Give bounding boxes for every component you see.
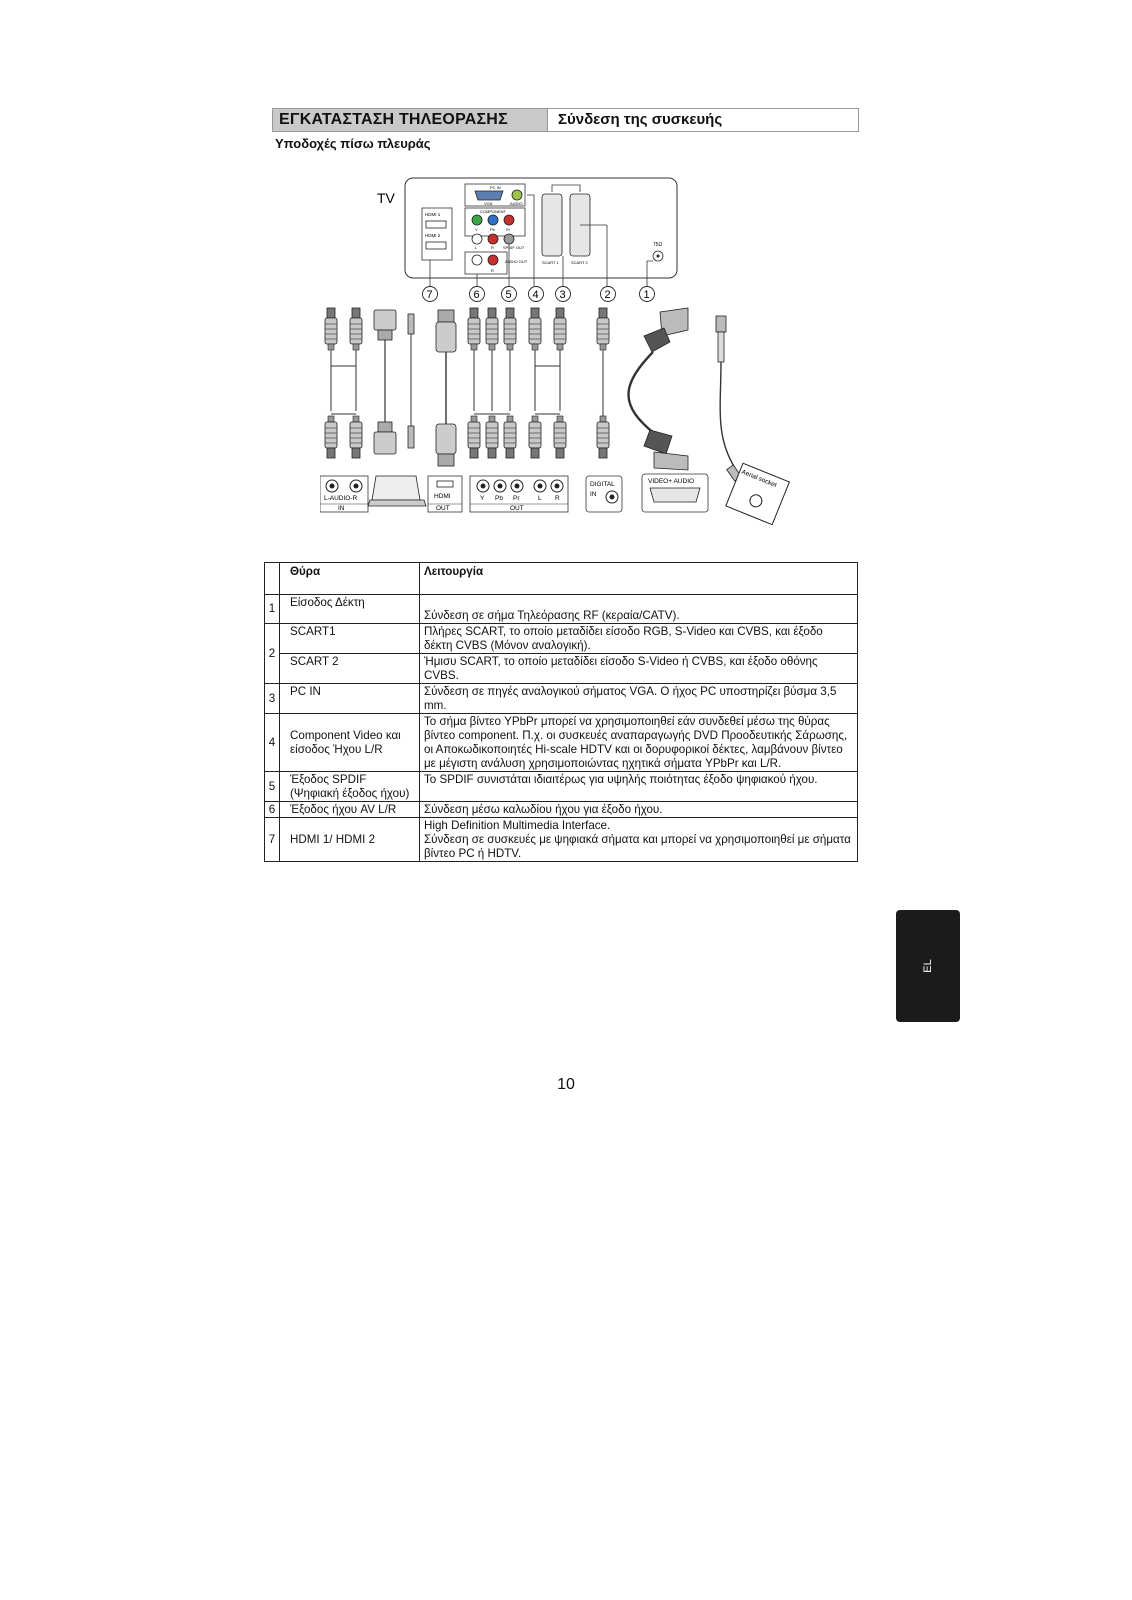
row-number: 2: [265, 624, 280, 684]
table-header-row: [265, 563, 858, 595]
table-row: [265, 684, 858, 714]
row-port: HDMI 1/ HDMI 2: [280, 818, 420, 862]
row-number: 7: [265, 818, 280, 862]
audio-out-block: [465, 252, 507, 274]
section-header: [272, 108, 859, 132]
video-audio-label: VIDEO+ AUDIO: [648, 478, 695, 485]
callout-5: [502, 287, 517, 302]
laptop-icon: [368, 476, 426, 506]
scart1-label: SCART 1: [542, 260, 559, 265]
dev-pr-label: Pr: [513, 495, 520, 502]
row-port: Έξοδος SPDIF (Ψηφιακή έξοδος ήχου): [280, 772, 420, 802]
audio-out-r-port: [488, 255, 498, 265]
dev-pb-label: Pb: [495, 495, 503, 502]
vga-label: VGA: [484, 201, 493, 206]
table-row: [265, 772, 858, 802]
spdif-port: [504, 234, 514, 244]
callout-4: [529, 287, 544, 302]
row-function: Το σήμα βίντεο YPbPr μπορεί να χρησιμοποιηθεί εάν συνδεθεί μέσω της θύρας βίντεο component. Π.χ. οι συσκευές αναπαραγωγής DVD Προοδευτικής Σάρωσης, οι Αποκωδικοποιητές Hi-scale HDTV και οι δορυφορικοί δέκτες, λαμβάνουν βίντεο με μέγιστη ανάλυση χρησιμοποιώντας ηχητικά σήματα YPbPr και L/R.: [420, 714, 858, 772]
header-function: Λειτουργία: [420, 563, 858, 595]
dev-l-label: L: [538, 495, 542, 502]
component-out-label: OUT: [510, 505, 524, 512]
row-number: 5: [265, 772, 280, 802]
row-number: 4: [265, 714, 280, 772]
callout-1: [640, 287, 655, 302]
table-row: [265, 818, 858, 862]
callout-7: [423, 287, 438, 302]
hdmi1-label: HDMI 1: [425, 212, 441, 217]
audio-r-port: [488, 234, 498, 244]
svg-text:3: 3: [559, 289, 566, 301]
subheading: Υποδοχές πίσω πλευράς: [275, 136, 431, 151]
spdif-label: SPDIF OUT: [503, 245, 525, 250]
table-row: [265, 654, 858, 684]
tv-back-panel: [377, 178, 677, 278]
dev-y-label: Y: [480, 495, 485, 502]
row-port: SCART1: [280, 624, 420, 654]
svg-text:1: 1: [643, 289, 650, 301]
row-function: Το SPDIF συνιστάται ιδιαιτέρως για υψηλής ποιότητας έξοδο ψηφιακού ήχου.: [420, 772, 858, 802]
svg-text:7: 7: [426, 289, 433, 301]
row-number: 3: [265, 684, 280, 714]
table-row: [265, 624, 858, 654]
hdmi1-port: [426, 221, 446, 228]
digital-label: DIGITAL: [590, 481, 615, 488]
rf-label: 75Ω: [653, 242, 663, 248]
row-port: PC IN: [280, 684, 420, 714]
row-function: Ήμισυ SCART, το οποίο μεταδίδει είσοδο S-Video ή CVBS, και έξοδο οθόνης CVBS.: [420, 654, 858, 684]
subsection-title: Σύνδεση της συσκευής: [547, 109, 858, 131]
digital-in-label: IN: [590, 491, 597, 498]
component-label: COMPONENT: [480, 209, 506, 214]
callout-numbers: [423, 287, 655, 302]
table-row: [265, 802, 858, 818]
pc-in-label: PC IN: [490, 185, 501, 190]
row-function: Σύνδεση σε σήμα Τηλεόρασης RF (κεραία/CATV).: [420, 595, 858, 624]
row-port: SCART 2: [280, 654, 420, 684]
row-function-line1: High Definition Multimedia Interface.: [424, 819, 611, 832]
language-tab-label: EL: [922, 959, 934, 973]
row-function: Σύνδεση μέσω καλωδίου ήχου για έξοδο ήχου.: [420, 802, 858, 818]
hdmi-out-label: OUT: [436, 505, 450, 512]
callout-6: [470, 287, 485, 302]
audio-l-port: [472, 234, 482, 244]
row-port: Component Video και είσοδος Ήχου L/R: [280, 714, 420, 772]
devices: [320, 463, 789, 524]
svg-text:4: 4: [532, 289, 539, 301]
audio-out-l-port: [472, 255, 482, 265]
audio-out-r-label: R: [491, 268, 494, 273]
aerial-socket-label: Aerial socket: [740, 468, 778, 490]
svg-text:2: 2: [604, 289, 611, 301]
pb-port: [488, 215, 498, 225]
svg-text:6: 6: [473, 289, 480, 301]
table-row: [265, 595, 858, 624]
row-port: Έξοδος ήχου AV L/R: [280, 802, 420, 818]
pr-port: [504, 215, 514, 225]
y-label: Y: [475, 227, 478, 232]
row-port: Είσοδος Δέκτη: [280, 595, 420, 624]
language-tab: [896, 910, 960, 1022]
ports-table: [264, 562, 858, 862]
row-function: Πλήρες SCART, το οποίο μεταδίδει είσοδο RGB, S-Video και CVBS, και έξοδο δέκτη CVBS (Μόνον αναλογική).: [420, 624, 858, 654]
row-number: 1: [265, 595, 280, 624]
r-label: R: [491, 245, 494, 250]
l-audio-r-label: L-AUDIO-R: [324, 495, 358, 502]
y-port: [472, 215, 482, 225]
hdmi2-port: [426, 242, 446, 249]
pb-label: Pb: [490, 227, 495, 232]
audio-out-label: AUDIO OUT: [505, 259, 528, 264]
callout-3: [556, 287, 571, 302]
cables: [325, 308, 741, 481]
svg-text:5: 5: [505, 289, 512, 301]
pc-audio-label: AUDIO: [510, 201, 523, 206]
header-port: Θύρα: [280, 563, 420, 595]
tv-label: TV: [377, 190, 395, 206]
row-function: Σύνδεση σε πηγές αναλογικού σήματος VGA. Ο ήχος PC υποστηρίζει βύσμα 3,5 mm.: [420, 684, 858, 714]
pc-audio-port: [512, 190, 522, 200]
audio-in-label: IN: [338, 505, 345, 512]
dev-r-label: R: [555, 495, 560, 502]
connection-diagram: [320, 176, 810, 546]
l-label: L: [475, 245, 478, 250]
row-function: [420, 818, 858, 862]
section-title: ΕΓΚΑΤΑΣΤΑΣΗ ΤΗΛΕΟΡΑΣΗΣ: [273, 109, 547, 131]
page-number: 10: [557, 1076, 575, 1093]
hdmi-device-label: HDMI: [434, 493, 451, 500]
hdmi2-label: HDMI 2: [425, 233, 441, 238]
vga-port: [475, 191, 503, 200]
scart2-label: SCART 2: [571, 260, 588, 265]
scart1-port: [542, 194, 562, 256]
row-function-line2: Σύνδεση σε συσκευές με ψηφιακά σήματα και μπορεί να χρησιμοποιηθεί με σήματα βίντεο PC ή HDTV.: [424, 833, 851, 860]
callout-2: [601, 287, 616, 302]
table-row: [265, 714, 858, 772]
pr-label: Pr: [506, 227, 510, 232]
row-number: 6: [265, 802, 280, 818]
